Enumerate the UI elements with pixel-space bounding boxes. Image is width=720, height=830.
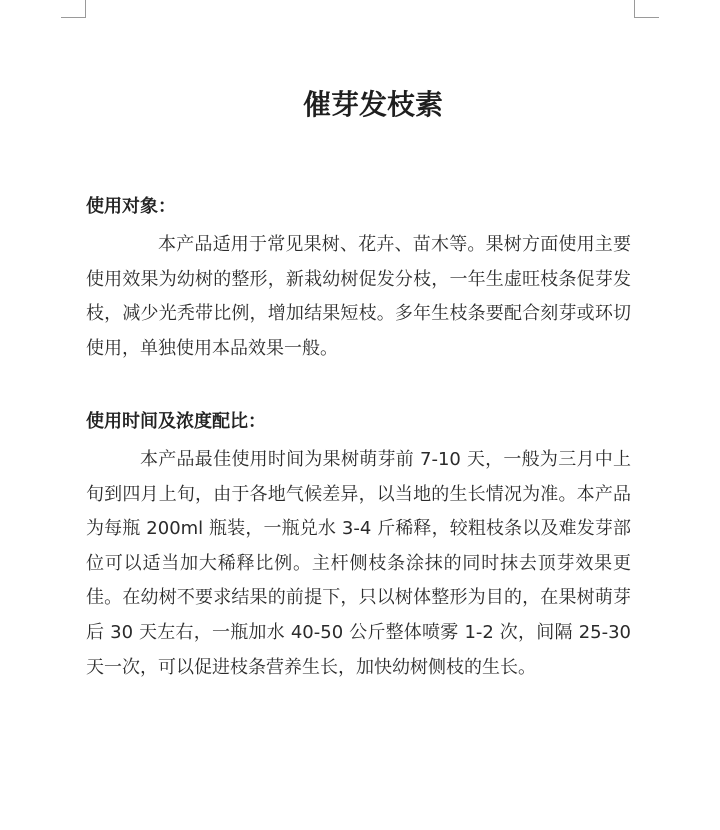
crop-mark-top-right xyxy=(634,0,659,18)
crop-mark-top-left xyxy=(61,0,86,18)
section-heading-target-use: 使用对象： xyxy=(86,196,176,217)
section-body-timing-dosage: 本产品最佳使用时间为果树萌芽前 7-10 天，一般为三月中上旬到四月上旬，由于各地气候差异，以当地的生长情况为准。本产品为每瓶 200ml 瓶装，一瓶兑水 3-4 斤稀释，较粗枝条以及难发芽部位可以适当加大稀释比例。主杆侧枝条涂抹的同时抹去顶芽效果更佳。在幼树不要求结果的前提下，只以树体整形为目的，在果树萌芽后 30 天左右，一瓶加水 40-50 公斤整体喷雾 1-2 次，间隔 25-30 天一次，可以促进枝条营养生长，加快幼树侧枝的生长。 xyxy=(86,449,631,678)
section-body-target-use: 本产品适用于常见果树、花卉、苗木等。果树方面使用主要使用效果为幼树的整形，新栽幼树促发分枝，一年生虚旺枝条促芽发枝，减少光秃带比例，增加结果短枝。多年生枝条要配合刻芽或环切使用，单独使用本品效果一般。 xyxy=(86,234,631,359)
document-title: 催芽发枝素 xyxy=(302,88,443,121)
section-heading-timing-dosage: 使用时间及浓度配比： xyxy=(86,411,266,432)
